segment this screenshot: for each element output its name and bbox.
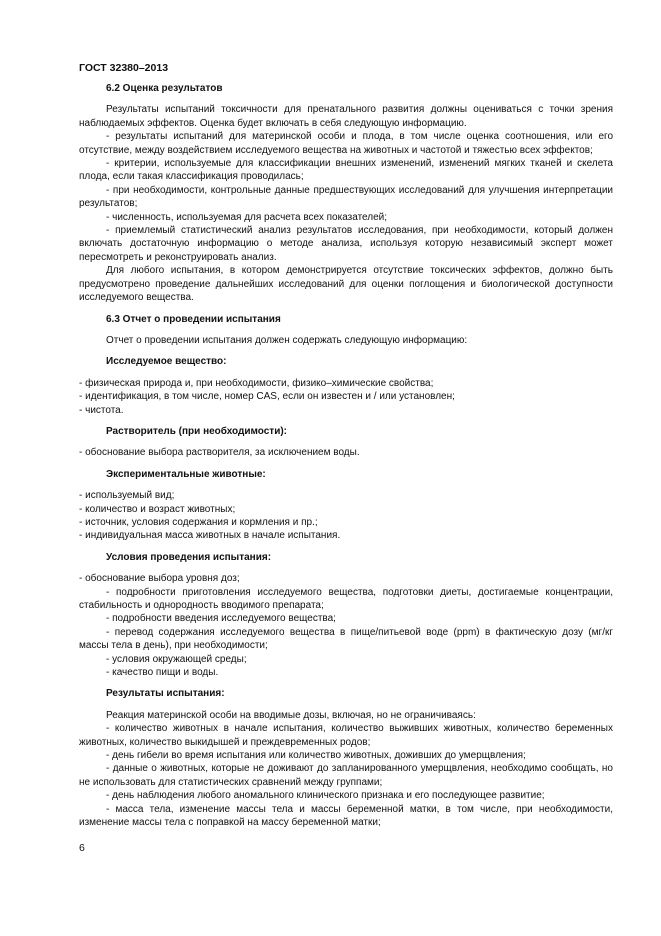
page-number: 6 — [79, 842, 85, 854]
document-code-header: ГОСТ 32380–2013 — [79, 62, 169, 74]
list-item: - масса тела, изменение массы тела и массы беременной матки, в том числе, при необходимости, изменение массы тела с поправкой на массу беременной матки; — [79, 803, 613, 829]
section-6-2-paragraph: Для любого испытания, в котором демонстрируется отсутствие токсических эффектов, должно быть предусмотрено проведение дальнейших исследований для оценки поглощения и биологической доступности исследуемого вещества. — [79, 265, 613, 304]
subsection-substance-title: Исследуемое вещество: — [106, 356, 227, 368]
section-6-3-intro: Отчет о проведении испытания должен содержать следующую информацию: — [106, 334, 468, 346]
list-item: - индивидуальная масса животных в начале испытания. — [79, 530, 341, 542]
list-item: - качество пищи и воды. — [106, 667, 219, 679]
list-item: - источник, условия содержания и кормления и пр.; — [79, 516, 318, 528]
subsection-conditions-title: Условия проведения испытания: — [106, 551, 272, 563]
list-item: - день наблюдения любого аномального клинического признака и его последующее развитие; — [106, 790, 545, 802]
list-item: - при необходимости, контрольные данные предшествующих исследований для улучшения интерпретации результатов; — [79, 184, 613, 210]
list-item: - идентификация, в том числе, номер CAS, если он известен и / или установлен; — [79, 391, 455, 403]
list-item: - обоснование выбора уровня доз; — [79, 573, 240, 585]
list-item: - приемлемый статистический анализ результатов исследования, при необходимости, который должен включать достаточную информацию о методе анализа, используя которую независимый эксперт может пересмотреть и реконструировать анализ. — [79, 225, 613, 263]
list-item: - день гибели во время испытания или количество животных, доживших до умерщвления; — [106, 750, 526, 762]
section-6-2-title: 6.2 Оценка результатов — [106, 83, 223, 94]
subsection-solvent-title: Растворитель (при необходимости): — [106, 425, 288, 437]
subsection-results-intro: Реакция материнской особи на вводимые дозы, включая, но не ограничиваясь: — [106, 709, 476, 721]
list-item: - используемый вид; — [79, 490, 175, 502]
subsection-animals-title: Экспериментальные животные: — [106, 468, 266, 480]
list-item: - критерии, используемые для классификации внешних изменений, изменений мягких тканей и скелета плода, если такая классификация проводилась; — [79, 158, 613, 183]
list-item: - физическая природа и, при необходимости, физико–химические свойства; — [79, 377, 434, 389]
list-item: - подробности введения исследуемого вещества; — [106, 613, 336, 625]
list-item: - данные о животных, которые не доживают до запланированного умерщвления, необходимо сообщать, но не использовать для статистических сравнений между группами; — [79, 763, 613, 788]
subsection-results-title: Результаты испытания: — [106, 688, 225, 700]
section-6-3-title: 6.3 Отчет о проведении испытания — [106, 313, 281, 325]
list-item: - чистота. — [79, 404, 124, 416]
list-item: - результаты испытаний для материнской особи и плода, в том числе оценка соотношения, или его отсутствие, между воздействием исследуемого вещества на животных и частотой и тяжестью всех эффектов; — [79, 131, 613, 156]
list-item: - количество и возраст животных; — [79, 503, 236, 515]
list-item: - численность, используемая для расчета всех показателей; — [106, 211, 388, 223]
list-item: - обоснование выбора растворителя, за исключением воды. — [79, 447, 360, 459]
section-6-2-paragraph: Результаты испытаний токсичности для пренатального развития должны оцениваться с точки зрения наблюдаемых эффектов. Оценка будет включать в себя следующую информацию. — [79, 104, 613, 129]
list-item: - условия окружающей среды; — [106, 653, 247, 665]
list-item: - количество животных в начале испытания, количество выживших животных, количество беременных животных, количество выкидышей и преждевременных родов; — [79, 723, 613, 748]
list-item: - перевод содержания исследуемого вещества в пище/питьевой воде (ppm) в фактическую дозу (мг/кг массы тела в день), при необходимости; — [79, 626, 613, 652]
page-content — [79, 82, 613, 830]
list-item: - подробности приготовления исследуемого вещества, подготовки диеты, достигаемые концентрации, стабильность и однородность вводимого препарата; — [79, 586, 613, 611]
